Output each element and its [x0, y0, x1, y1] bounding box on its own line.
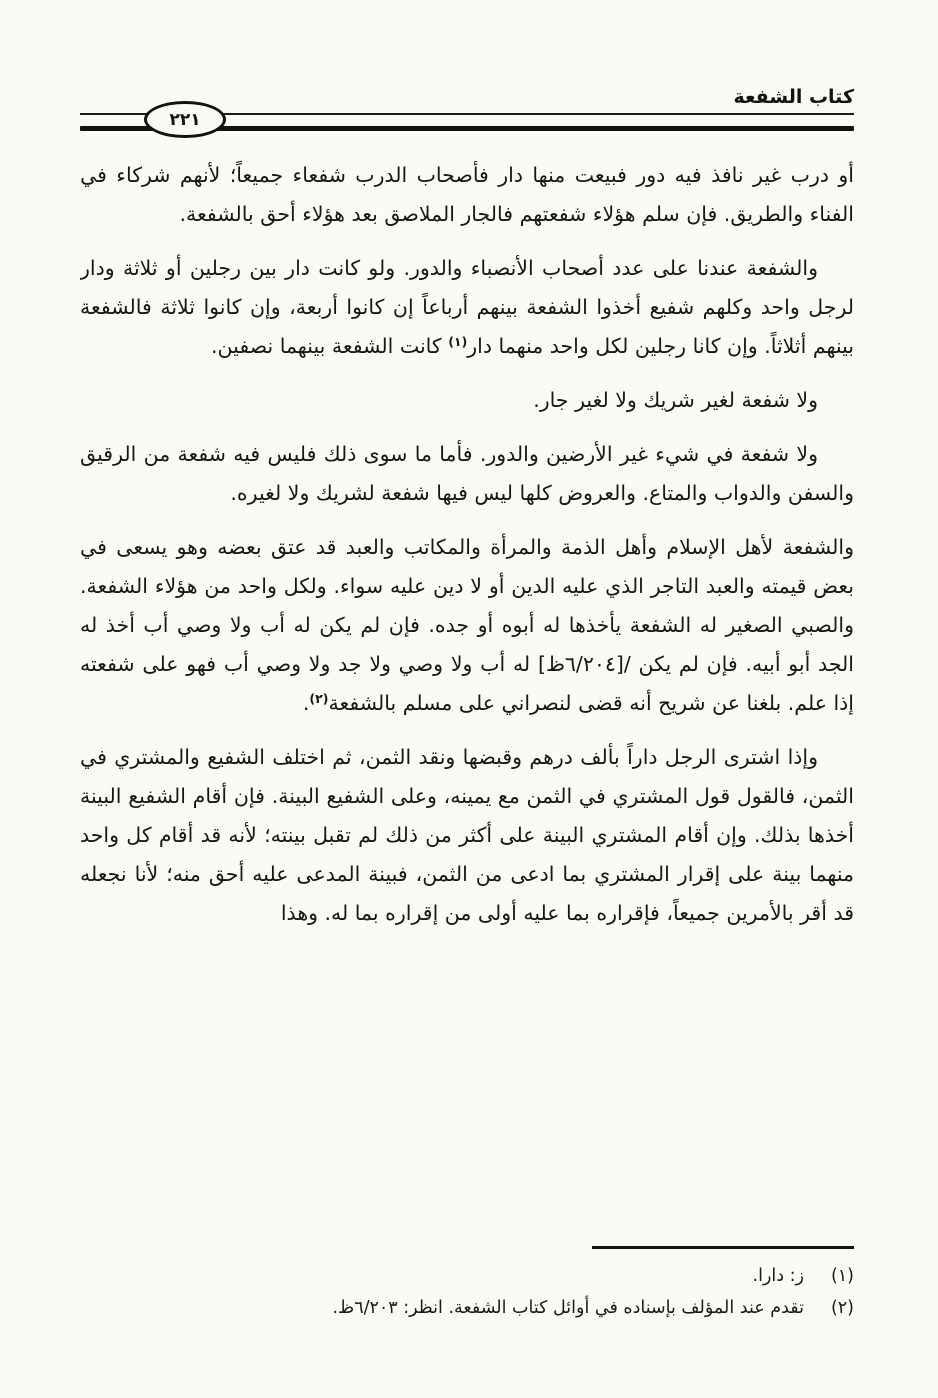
page-number: ٢٢١	[169, 110, 201, 130]
paragraph: وإذا اشترى الرجل داراً بألف درهم وقبضها ونقد الثمن، ثم اختلف الشفيع والمشتري في الثمن، فالقول قول المشتري في الثمن مع يمينه، وعلى الشفيع البينة. فإن أقام الشفيع البينة أخذها بذلك. وإن أقام المشتري البينة على أكثر من ذلك لم تقبل بينته؛ لأنه قد أقام كل واحد منهما بينة على إقرار المشتري بما ادعى من الثمن، فبينة المدعى عليه أحق منه؛ لأنا نجعله قد أقر بالأمرين جميعاً، فإقراره بما عليه أولى من إقراره بما له. وهذا	[80, 745, 854, 925]
footnote	[80, 1292, 854, 1324]
page-header	[80, 86, 854, 131]
paragraph: أو درب غير نافذ فيه دور فبيعت منها دار فأصحاب الدرب شفعاء جميعاً؛ لأنهم شركاء في الفناء والطريق. فإن سلم هؤلاء شفعتهم فالجار الملاصق بعد هؤلاء أحق بالشفعة.	[80, 163, 854, 226]
footnotes-section	[80, 1246, 854, 1324]
footnote-text: ز: دارا.	[752, 1266, 804, 1286]
footnote-list	[80, 1260, 854, 1324]
footnote-text: تقدم عند المؤلف بإسناده في أوائل كتاب الشفعة. انظر: ٦/٢٠٣ظ.	[332, 1298, 804, 1318]
footnote-separator-rule	[592, 1246, 854, 1249]
paragraph: ولا شفعة في شيء غير الأرضين والدور. فأما ما سوى ذلك فليس فيه شفعة من الرقيق والسفن والدواب والمتاع. والعروض كلها ليس فيها شفعة لشريك ولا لغيره.	[80, 442, 854, 505]
paragraph: والشفعة عندنا على عدد أصحاب الأنصباء والدور. ولو كانت دار بين رجلين أو ثلاثة ودار لرجل واحد وكلهم شفيع أخذوا الشفعة بينهم أرباعاً إن كانوا أربعة، وإن كانوا ثلاثة فالشفعة بينهم أثلاثاً. وإن كانا رجلين لكل واحد منهما دار$^{(١)}$ كانت الشفعة بينهما نصفين.	[80, 256, 854, 358]
paragraph: ولا شفعة لغير شريك ولا لغير جار.	[533, 388, 818, 412]
footnote-number: (١)	[830, 1266, 854, 1286]
footnote-number: (٢)	[830, 1298, 854, 1318]
footnote	[80, 1260, 854, 1292]
page-number-badge	[144, 101, 226, 138]
paragraph: والشفعة لأهل الإسلام وأهل الذمة والمرأة والمكاتب والعبد قد عتق بعضه وهو يسعى في بعض قيمته والعبد التاجر الذي عليه الدين أو لا دين عليه سواء. ولكل واحد من هؤلاء الشفعة. والصبي الصغير له الشفعة يأخذها له أبوه أو جده. فإن لم يكن له أب ولا وصي أب أخذ له الجد أبو أبيه. فإن لم يكن /[٦/٢٠٤ظ] له أب ولا وصي ولا جد ولا وصي أب فهو على شفعته إذا علم. بلغنا عن شريح أنه قضى لنصراني على مسلم بالشفعة$^{(٢)}$.	[80, 535, 854, 715]
header-rules	[80, 110, 854, 131]
book-title: كتاب الشفعة	[733, 86, 854, 108]
body-text	[80, 156, 854, 948]
footnote-reference-marker: (١)	[448, 334, 468, 349]
footnote-reference-marker: (٢)	[309, 691, 329, 706]
